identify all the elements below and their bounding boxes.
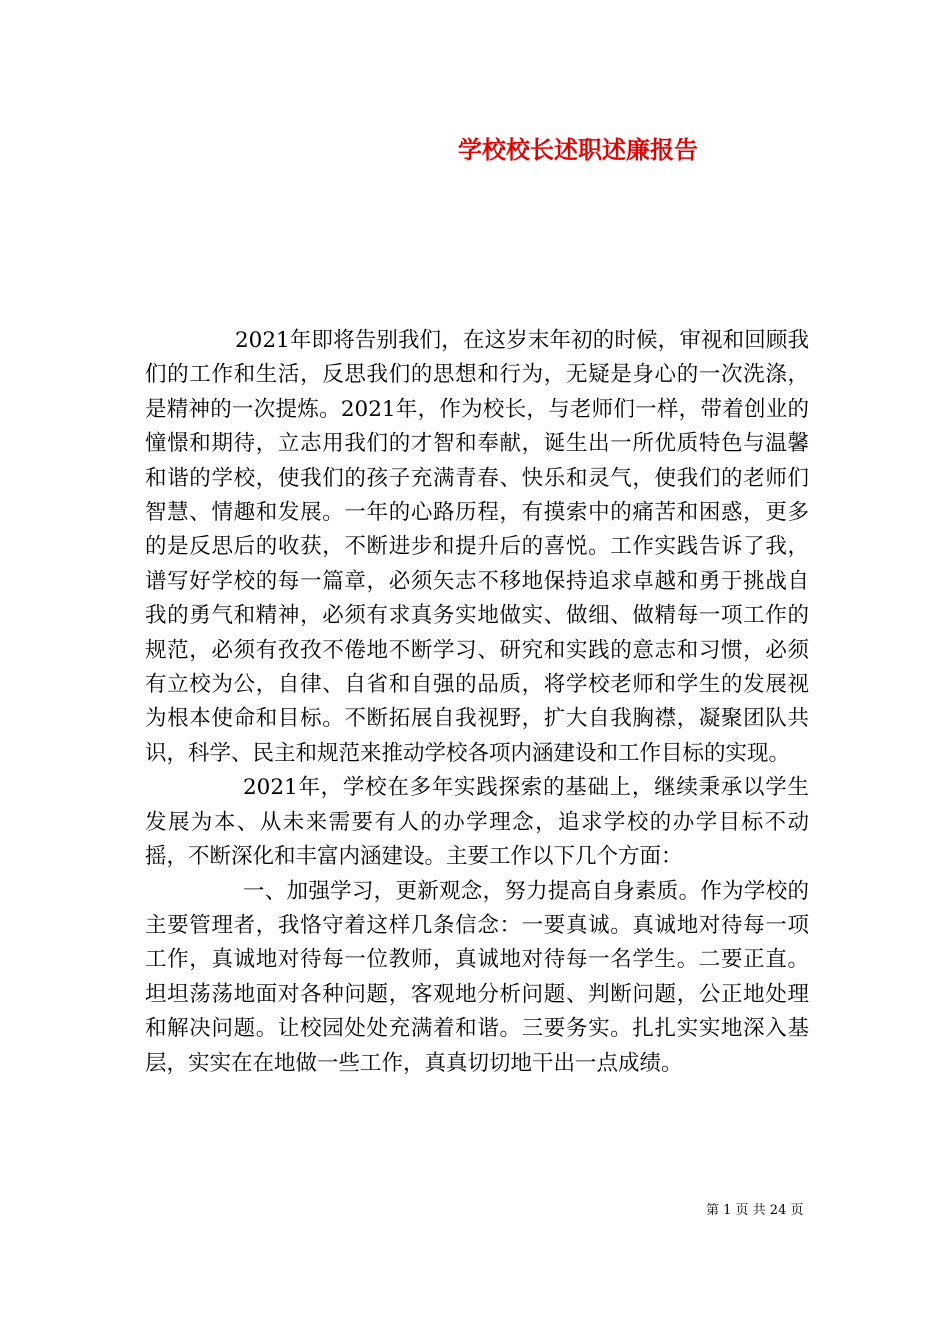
document-body — [145, 324, 809, 1081]
paragraph-overview: 2021年，学校在多年实践探索的基础上，继续秉承以学生发展为本、从未来需要有人的办学理念，追求学校的办学目标不动摇，不断深化和丰富内涵建设。主要工作以下几个方面： — [145, 775, 809, 870]
page-number: 第 1 页 共 24 页 — [706, 1203, 804, 1218]
document-title: 学校校长述职述廉报告 — [458, 135, 698, 164]
paragraph-section-one: 一、加强学习，更新观念，努力提高自身素质。作为学校的主要管理者，我恪守着这样几条信念：一要真诚。真诚地对待每一项工作，真诚地对待每一位教师，真诚地对待每一名学生。二要正直。坦坦荡荡地面对各种问题，客观地分析问题、判断问题，公正地处理和解决问题。让校园处处充满着和谐。三要务实。扎扎实实地深入基层，实实在在地做一些工作，真真切切地干出一点成绩。 — [145, 878, 809, 1076]
paragraph-intro: 2021年即将告别我们，在这岁末年初的时候，审视和回顾我们的工作和生活，反思我们的思想和行为，无疑是身心的一次洗涤，是精神的一次提炼。2021年，作为校长，与老师们一样，带着创业的憧憬和期待，立志用我们的才智和奉献，诞生出一所优质特色与温馨和谐的学校，使我们的孩子充满青春、快乐和灵气，使我们的老师们智慧、情趣和发展。一年的心路历程，有摸索中的痛苦和困惑，更多的是反思后的收获，不断进步和提升后的喜悦。工作实践告诉了我，谱写好学校的每一篇章，必须矢志不移地保持追求卓越和勇于挑战自我的勇气和精神，必须有求真务实地做实、做细、做精每一项工作的规范，必须有孜孜不倦地不断学习、研究和实践的意志和习惯，必须有立校为公，自律、自省和自强的品质，将学校老师和学生的发展视为根本使命和目标。不断拓展自我视野，扩大自我胸襟，凝聚团队共识，科学、民主和规范来推动学校各项内涵建设和工作目标的实现。 — [145, 328, 809, 766]
